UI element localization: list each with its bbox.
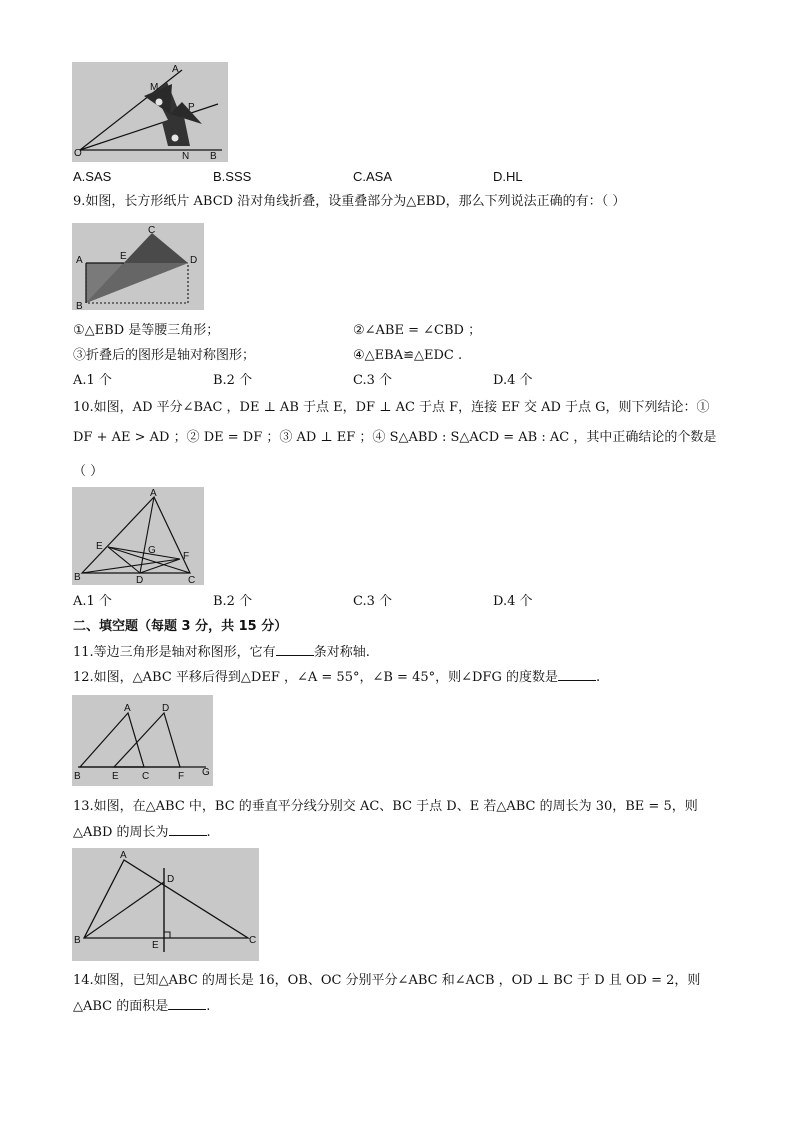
q12-label-B: B [74,771,81,782]
q9-label-B: B [76,301,83,310]
q13-label-A: A [120,850,127,861]
q10-stem-line1: 10.如图，AD 平分∠BAC ，DE ⊥ AB 于点 E，DF ⊥ AC 于点 F，连接 EF 交 AD 于点 G，则下列结论：① [73,400,710,415]
q8-option-b: B.SSS [213,169,252,184]
q9-option-c: C.3 个 [353,373,393,388]
q14-line2-before: △ABC 的面积是 [73,999,169,1014]
q9-label-A: A [76,255,83,266]
q8-label-P: P [188,102,195,113]
q11-blank[interactable] [276,643,314,656]
q13-blank[interactable] [169,823,207,836]
q13-label-D: D [167,874,175,885]
q8-label-N: N [182,151,190,162]
q9-figure [72,223,204,310]
q11-after: 条对称轴. [313,645,370,660]
q9-statement-3: ③折叠后的图形是轴对称图形； [73,348,256,363]
q13-label-C: C [249,935,257,946]
q8-option-a: A.SAS [73,169,112,184]
q10-option-b: B.2 个 [213,594,253,609]
q8-label-A: A [172,64,179,75]
q10-label-D: D [136,575,144,585]
q10-stem-line2: DF + AE > AD ；② DE = DF ；③ AD ⊥ EF ；④ S△ABD : S△ACD = AB : AC ，其中正确结论的个数是 [73,430,717,445]
q9-label-E: E [120,251,127,262]
section-2-title: 二、填空题（每题 3 分，共 15 分） [73,619,288,634]
q9-option-b: B.2 个 [213,373,253,388]
q10-label-G: G [148,545,156,556]
q8-option-c: C.ASA [353,169,393,184]
q12-label-E: E [112,771,119,782]
q8-figure [72,62,228,162]
q9-stem: 9.如图，长方形纸片 ABCD 沿对角线折叠，设重叠部分为△EBD，那么下列说法正确的有：（ ） [73,194,626,209]
q10-label-A: A [150,488,157,499]
q12-line [73,668,600,687]
q8-label-B: B [210,151,217,162]
q10-label-F: F [183,551,190,562]
q14-line2-after: . [206,999,211,1014]
q9-option-d: D.4 个 [493,373,533,388]
q10-figure [72,487,204,585]
q10-label-C: C [188,575,196,585]
q13-line2 [73,823,211,842]
q10-option-a: A.1 个 [73,594,112,609]
q8-label-O: O [74,148,82,159]
q13-label-B: B [74,935,81,946]
q10-label-B: B [74,572,81,583]
q8-option-d: D.HL [493,169,523,184]
q11-before: 11.等边三角形是轴对称图形，它有 [73,645,276,660]
q12-after: . [595,670,601,685]
q14-line1: 14.如图，已知△ABC 的周长是 16，OB、OC 分别平分∠ABC 和∠ACB ，OD ⊥ BC 于 D 且 OD = 2，则 [73,973,701,988]
q12-label-G: G [202,767,210,778]
q12-blank[interactable] [558,668,596,681]
q12-figure [72,695,213,786]
q12-label-F: F [178,771,185,782]
q13-label-E: E [152,940,159,951]
q9-option-a: A.1 个 [73,373,112,388]
q14-line2 [73,997,210,1016]
q9-statement-4: ④△EBA≌△EDC . [353,348,463,363]
q13-line2-after: . [206,825,211,840]
q9-statement-1: ①△EBD 是等腰三角形； [73,323,220,338]
q11-line [73,643,370,662]
q12-label-D: D [162,703,170,714]
q12-before: 12.如图，△ABC 平移后得到△DEF ，∠A = 55°，∠B = 45°，则∠DFG 的度数是 [73,670,558,685]
q9-label-D: D [190,255,198,266]
q14-blank[interactable] [168,997,206,1010]
q10-label-E: E [96,541,103,552]
q10-option-c: C.3 个 [353,594,393,609]
q8-label-M: M [150,82,159,93]
q13-figure [72,848,259,961]
q13-line1: 13.如图，在△ABC 中，BC 的垂直平分线分别交 AC、BC 于点 D、E 若△ABC 的周长为 30，BE = 5，则 [73,799,698,814]
q9-label-C: C [148,225,156,236]
q9-statement-2: ②∠ABE = ∠CBD ； [353,323,482,338]
q12-label-C: C [142,771,150,782]
q12-label-A: A [124,703,131,714]
q13-line2-before: △ABD 的周长为 [73,825,169,840]
q10-option-d: D.4 个 [493,594,533,609]
q10-stem-line3: （ ） [73,464,104,479]
